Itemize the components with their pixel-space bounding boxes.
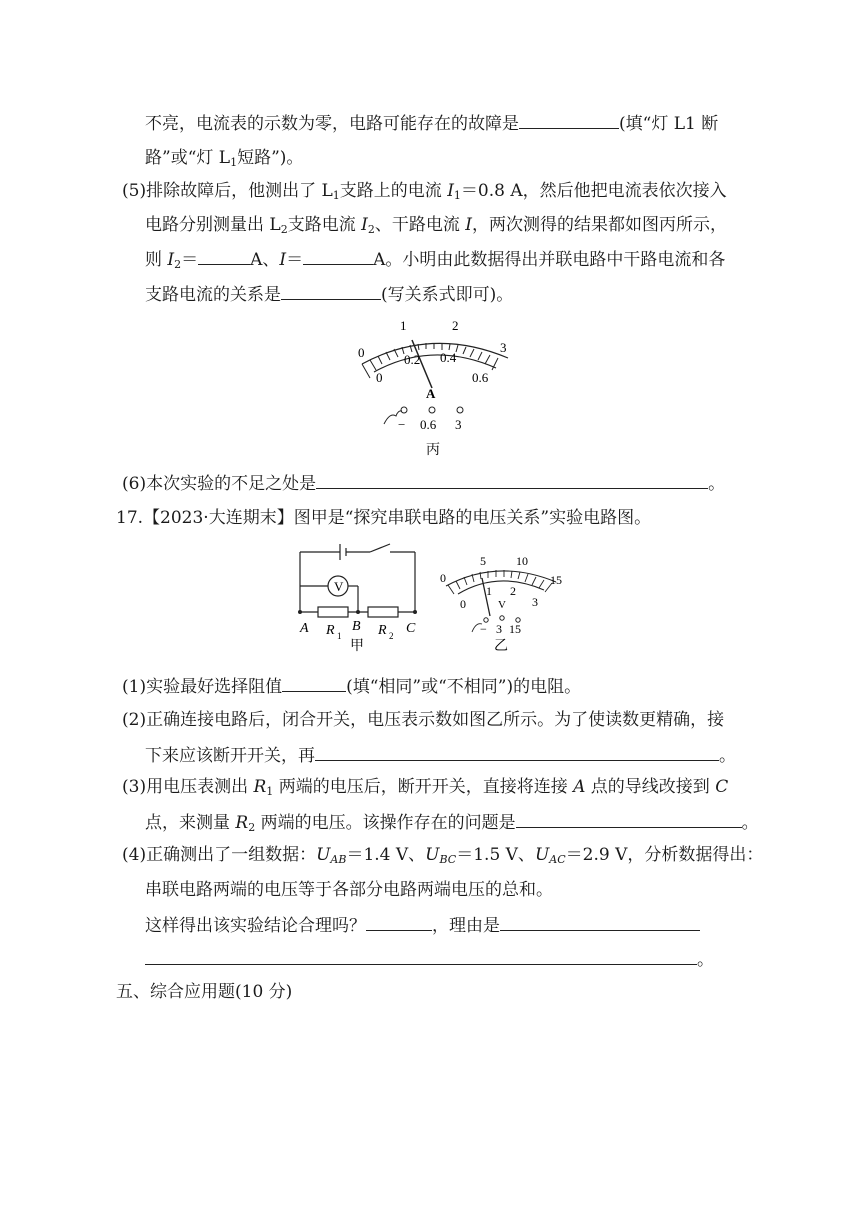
voltmeter-label: V xyxy=(334,579,344,594)
ammeter-terminal-label: 0.6 xyxy=(420,417,437,432)
voltmeter-upper-tick: 0 xyxy=(440,571,446,585)
ammeter-figure xyxy=(340,312,530,462)
answer-blank-shortcoming[interactable] xyxy=(316,470,708,489)
switch xyxy=(370,544,390,552)
answer-blank-reason-cont[interactable] xyxy=(145,946,697,965)
voltmeter-upper-tick: 10 xyxy=(516,554,528,568)
voltmeter-terminal-label: 3 xyxy=(496,622,502,636)
circuit-diagram xyxy=(290,540,430,658)
q17-part4-line3: 这样得出该实验结论合理吗？ ，理由是 xyxy=(145,912,700,938)
figure-caption-yi: 乙 xyxy=(494,639,508,654)
q17-header: 17.【2023·大连期末】图甲是“探究串联电路的电压关系”实验电路图。 xyxy=(116,508,652,528)
answer-blank-relation[interactable] xyxy=(281,281,381,300)
voltmeter-lower-tick: 2 xyxy=(510,584,516,598)
voltmeter-upper-tick: 5 xyxy=(480,554,486,568)
ammeter-terminal-label: − xyxy=(398,417,406,432)
node-label-a: A xyxy=(300,621,309,636)
voltmeter-upper-tick: 15 xyxy=(550,573,562,587)
figure-caption-bing: 丙 xyxy=(426,443,440,458)
q16-part5-line2: 电路分别测量出 $L_2$支路电流 $I_2$、干路电流 I，两次测得的结果都如图丙所示， xyxy=(145,215,727,236)
q17-part4-line4: 。 xyxy=(145,946,714,972)
r2-subscript: 2 xyxy=(389,631,394,641)
q16-line2: 路”或“灯 $L_1$短路”)。 xyxy=(145,148,304,169)
ammeter-unit: A xyxy=(426,386,436,401)
answer-blank-i[interactable] xyxy=(303,246,373,265)
ammeter-lower-tick: 0.6 xyxy=(472,370,489,385)
r2-label: R xyxy=(378,623,387,638)
ammeter-upper-tick: 0 xyxy=(358,345,365,360)
voltmeter-figure xyxy=(432,552,572,656)
ammeter-terminal-label: 3 xyxy=(455,417,462,432)
ammeter-lower-tick: 0.4 xyxy=(440,350,457,365)
ammeter-lower-tick: 0 xyxy=(376,370,383,385)
voltmeter-unit: V xyxy=(498,599,506,611)
voltmeter-lower-tick: 3 xyxy=(532,595,538,609)
q16-part6: (6)本次实验的不足之处是 。 xyxy=(122,470,725,496)
answer-blank-i2[interactable] xyxy=(198,246,250,265)
q16-line1: 不亮，电流表的示数为零，电路可能存在的故障是 (填“灯 L1 断 xyxy=(145,110,718,136)
r1-subscript: 1 xyxy=(337,631,342,641)
q16-part5-line1: (5)排除故障后，他测出了 $L_1$支路上的电流 $I_1=0.8$ A，然后他把电流表依次接入 xyxy=(122,181,727,202)
voltmeter-terminal-label: 15 xyxy=(509,622,521,636)
voltmeter-lower-tick: 1 xyxy=(486,584,492,598)
q17-part4-line1: (4)正确测出了一组数据：$U_{AB}=1.4$ V、$U_{BC}=1.5$ V、$U_{AC}=2.9$ V，分析数据得出： xyxy=(122,845,764,866)
ammeter-upper-tick: 3 xyxy=(500,340,507,355)
q17-part4-line2: 串联电路两端的电压等于各部分电路两端电压的总和。 xyxy=(145,880,553,900)
voltmeter-lower-tick: 0 xyxy=(460,597,466,611)
q17-part3-line2: 点，来测量 $R_2$ 两端的电压。该操作存在的问题是 。 xyxy=(145,809,759,840)
section-heading: 五、综合应用题(10 分) xyxy=(116,982,293,1002)
resistor-r1 xyxy=(318,607,348,617)
q17-part2-line2: 下来应该断开开关，再 。 xyxy=(145,742,736,768)
answer-blank-resistance[interactable] xyxy=(282,673,346,692)
node-label-b: B xyxy=(352,619,361,634)
ammeter-lower-tick: 0.2 xyxy=(404,352,421,367)
q16-part5-line4: 支路电流的关系是 (写关系式即可)。 xyxy=(145,281,513,307)
q17-part1: (1)实验最好选择阻值 (填“相同”或“不相同”)的电阻。 xyxy=(122,673,581,699)
q16-part5-line3: 则 $I_2= A$、I＝ A。小明由此数据得出并联电路中干路电流和各 xyxy=(145,246,725,277)
ammeter-upper-tick: 1 xyxy=(400,318,407,333)
answer-blank-fault[interactable] xyxy=(519,110,619,129)
figure-caption-jia: 甲 xyxy=(350,639,364,654)
answer-blank-next-step[interactable] xyxy=(315,742,719,761)
answer-blank-reason[interactable] xyxy=(500,912,700,931)
node-label-c: C xyxy=(406,621,416,636)
answer-blank-problem[interactable] xyxy=(516,809,742,828)
q17-part2-line1: (2)正确连接电路后，闭合开关，电压表示数如图乙所示。为了使读数更精确，接 xyxy=(122,710,725,730)
resistor-r2 xyxy=(368,607,398,617)
voltmeter-terminal-label: − xyxy=(480,622,487,636)
r1-label: R xyxy=(326,623,335,638)
answer-blank-reasonable[interactable] xyxy=(366,912,432,931)
q17-part3-line1: (3)用电压表测出 $R_1$ 两端的电压后，断开开关，直接将连接 A 点的导线改接到 C xyxy=(122,777,729,798)
ammeter-upper-tick: 2 xyxy=(452,318,459,333)
